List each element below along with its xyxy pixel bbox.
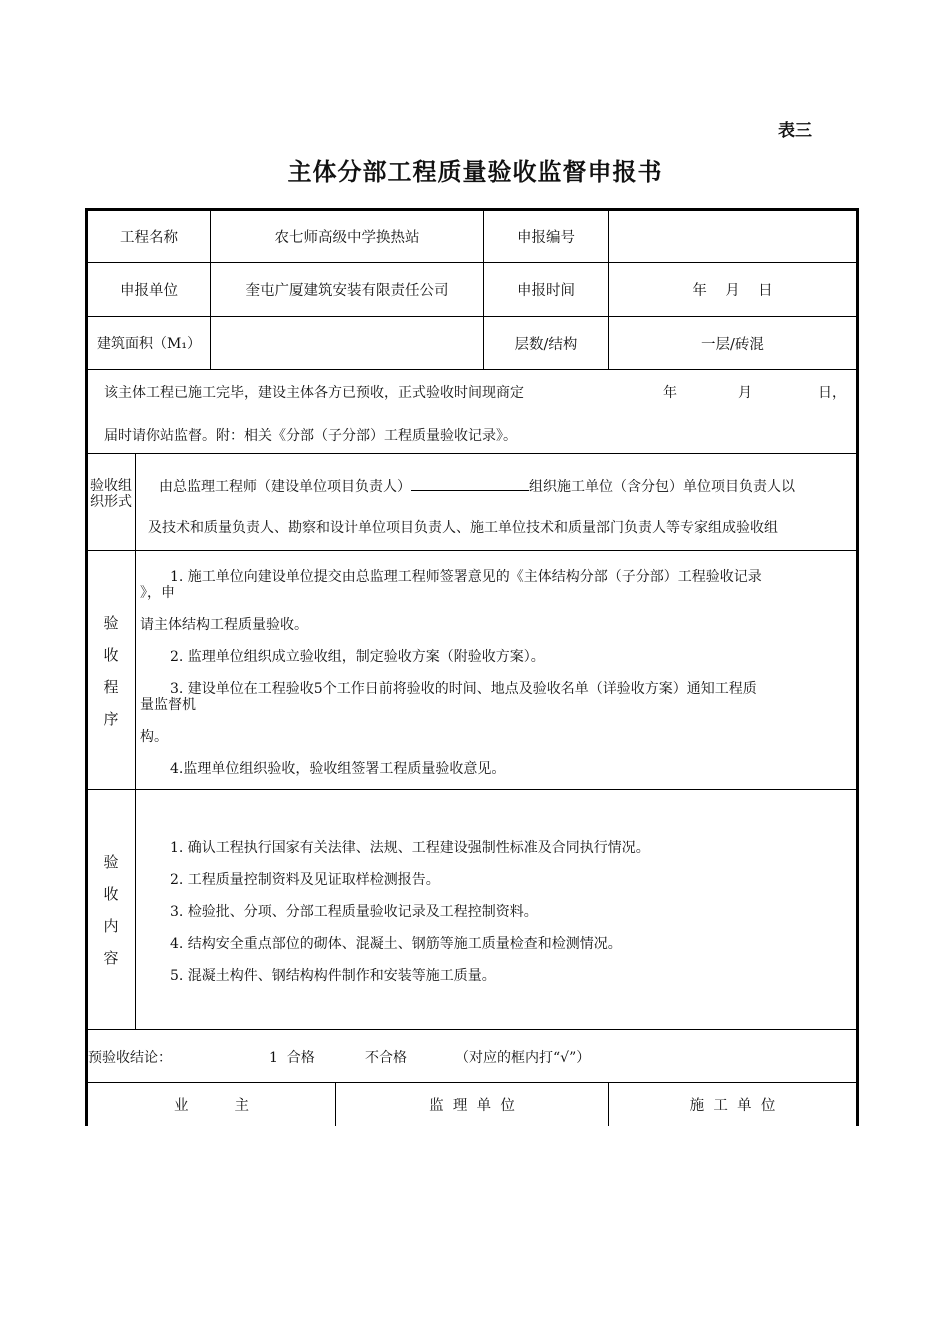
content-item: 3. 检验批、分项、分部工程质量验收记录及工程控制资料。 [170, 904, 538, 920]
floors-label: 层数/结构 [514, 336, 578, 353]
form-number: 表三 [778, 121, 812, 141]
procedure-item-4: 4.监理单位组织验收，验收组签署工程质量验收意见。 [170, 761, 506, 777]
procedure-label [87, 607, 135, 735]
content-item: 1. 确认工程执行国家有关法律、法规、工程建设强制性标准及合同执行情况。 [170, 840, 650, 856]
signature-contractor: 施 工 单 位 [689, 1098, 776, 1114]
area-value [211, 317, 483, 369]
report-no-label: 申报编号 [517, 230, 575, 246]
procedure-item-1-line-3: 请主体结构工程质量验收。 [140, 617, 308, 633]
content-label-char: 容 [103, 949, 119, 967]
conclusion-pass: 1 合格 [269, 1050, 315, 1066]
conclusion-fail: 不合格 [365, 1050, 407, 1066]
content-label [87, 846, 135, 974]
procedure-item-3-line-3: 构。 [140, 729, 168, 745]
procedure-item-3-line-1: 3. 建设单位在工程验收5个工作日前将验收的时间、地点及验收名单（详验收方案）通知工程质 [170, 681, 757, 697]
organization-line-1-a: 由总监理工程师（建设单位项目负责人） [159, 479, 411, 495]
organization-line-1-b: 组织施工单位（含分包）单位项目负责人以 [529, 479, 795, 495]
procedure-label-char: 序 [103, 710, 119, 728]
notice-line-2: 届时请你站监督。附：相关《分部（子分部）工程质量验收记录》。 [104, 428, 517, 444]
content-item: 4. 结构安全重点部位的砌体、混凝土、钢筋等施工质量检查和检测情况。 [170, 936, 622, 952]
conclusion-note: （对应的框内打“√”） [455, 1050, 591, 1066]
date-label: 申报时间 [517, 283, 575, 299]
unit-value: 奎屯广厦建筑安装有限责任公司 [245, 283, 449, 299]
signature-owner: 业 主 [173, 1098, 250, 1114]
notice-month: 月 [738, 385, 752, 401]
procedure-label-char: 收 [103, 646, 119, 664]
notice-day: 日， [818, 385, 846, 401]
project-name-label: 工程名称 [120, 230, 178, 246]
notice-year: 年 [663, 385, 677, 401]
report-no-value [609, 211, 856, 262]
conclusion-label: 预验收结论： [88, 1050, 172, 1066]
date-value: 年 月 日 [692, 283, 773, 299]
notice-line-1: 该主体工程已施工完毕，建设主体各方已预收，正式验收时间现商定 [104, 385, 524, 401]
floors-value: 一层/砖混 [701, 336, 764, 353]
content-item: 5. 混凝土构件、钢结构构件制作和安装等施工质量。 [170, 968, 496, 984]
page-title: 主体分部工程质量验收监督申报书 [287, 158, 663, 186]
procedure-item-3-line-2: 量监督机 [140, 697, 196, 713]
content-label-char: 验 [103, 853, 119, 871]
organization-line-2: 及技术和质量负责人、勘察和设计单位项目负责人、施工单位技术和质量部门负责人等专家组成验收组 [148, 520, 778, 536]
content-item: 2. 工程质量控制资料及见证取样检测报告。 [170, 872, 440, 888]
procedure-item-1-line-1: 1. 施工单位向建设单位提交由总监理工程师签署意见的《主体结构分部（子分部）工程验收记录 [170, 569, 762, 585]
signature-blank [411, 476, 529, 491]
procedure-item-1-line-2: 》，申 [140, 585, 175, 601]
procedure-label-char: 验 [103, 614, 119, 632]
organization-label: 验收组织形式 [90, 478, 132, 510]
area-label: 建筑面积（M₁） [97, 336, 201, 352]
procedure-label-char: 程 [103, 678, 119, 696]
content-label-char: 收 [103, 885, 119, 903]
signature-supervisor: 监 理 单 位 [429, 1098, 515, 1114]
procedure-item-2: 2. 监理单位组织成立验收组，制定验收方案（附验收方案）。 [170, 649, 545, 665]
project-name-value: 农七师高级中学换热站 [274, 230, 420, 246]
unit-label: 申报单位 [120, 283, 178, 299]
organization-line-1 [159, 476, 856, 496]
content-label-char: 内 [103, 917, 119, 935]
